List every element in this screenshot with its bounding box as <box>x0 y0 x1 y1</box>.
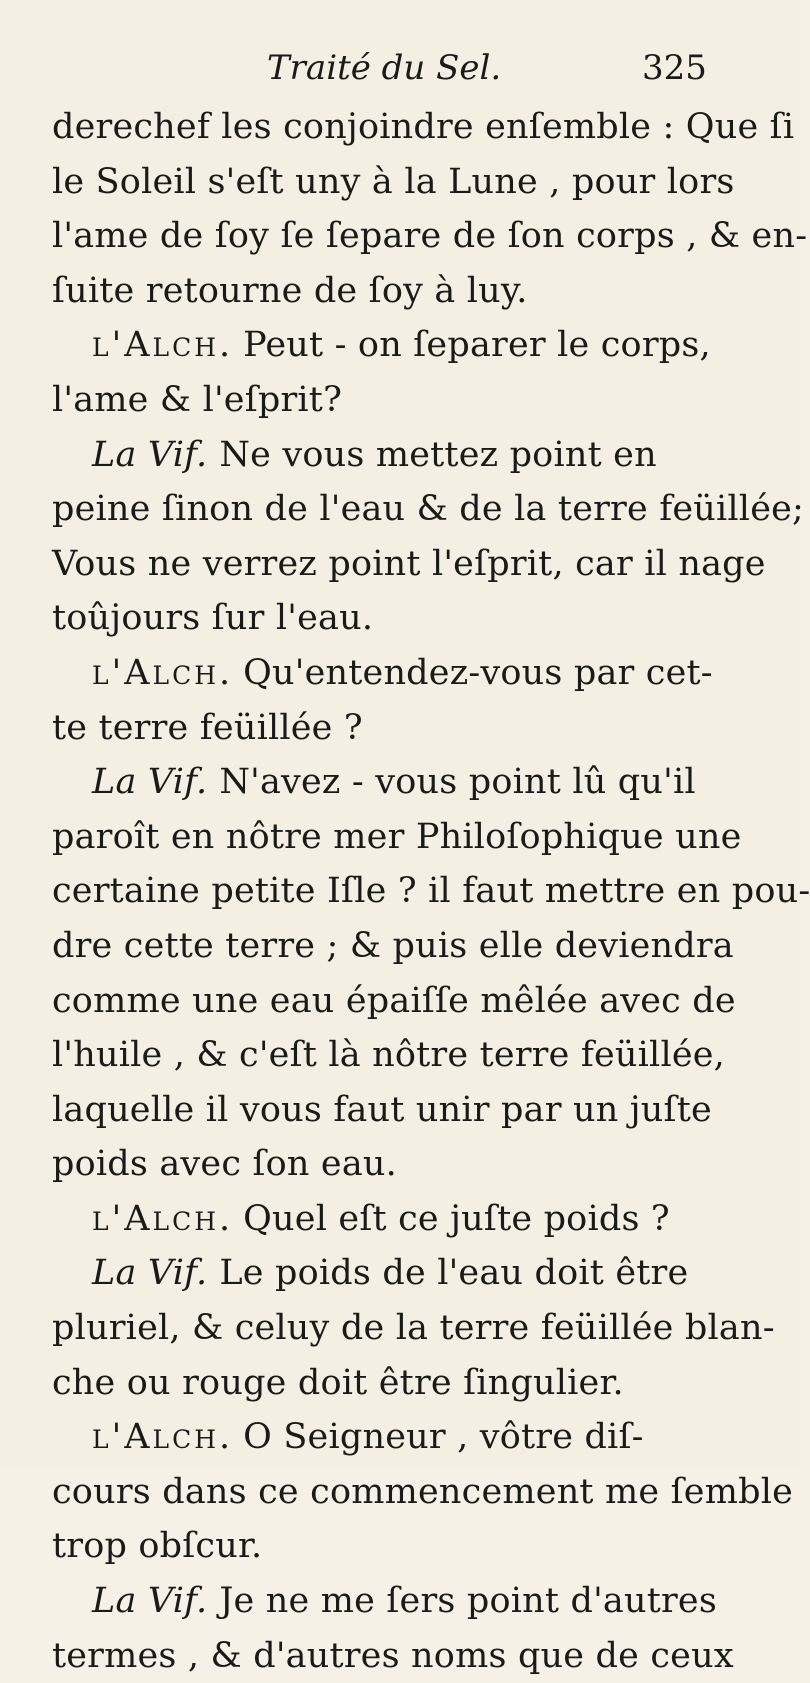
line-text: cours dans ce commencement me ſemble <box>52 1471 794 1512</box>
line-text: trop obſcur. <box>52 1526 263 1567</box>
text-line <box>52 264 748 319</box>
text-line <box>52 919 748 974</box>
line-text: pluriel, & celuy de la terre feüillée blan- <box>52 1308 775 1349</box>
text-line <box>52 701 748 756</box>
text-line <box>52 810 748 865</box>
line-text: paroît en nôtre mer Philoſophique une <box>52 816 742 857</box>
text-line <box>52 100 795 155</box>
line-text: l'ame & l'eſprit? <box>52 379 343 420</box>
line-text: comme une eau épaiſſe mêlée avec de <box>52 980 736 1021</box>
text-line <box>52 209 808 264</box>
line-text: Vous ne verrez point l'eſprit, car il nage <box>52 543 766 584</box>
line-text: termes , & d'autres noms que de ceux <box>52 1635 734 1676</box>
line-text: Qu'entendez-vous par cet- <box>243 652 713 693</box>
speaker-label: l'Alch. <box>92 325 234 366</box>
speaker-label: l'Alch. <box>92 652 234 693</box>
line-text: O Seigneur , vôtre diſ- <box>243 1417 644 1458</box>
running-title: Traité du Sel. <box>267 48 502 88</box>
line-text: N'avez - vous point lû qu'il <box>219 762 696 803</box>
text-line <box>52 537 766 592</box>
line-text: Quel eſt ce juſte poids ? <box>243 1198 670 1239</box>
text-line <box>52 646 748 701</box>
text-line <box>52 1465 794 1520</box>
text-line <box>52 864 810 919</box>
line-text: che ou rouge doit être ſingulier. <box>52 1362 624 1403</box>
text-line <box>52 1519 748 1574</box>
text-line <box>52 1246 748 1301</box>
text-line <box>52 155 748 210</box>
running-head <box>52 48 748 100</box>
line-text: certaine petite Iſle ? il faut mettre en pou- <box>52 871 810 912</box>
text-line <box>52 428 748 483</box>
text-line <box>52 1083 748 1138</box>
line-text: Ne vous mettez point en <box>219 434 657 475</box>
text-line <box>52 1574 748 1629</box>
line-text: ſuite retourne de ſoy à luy. <box>52 270 528 311</box>
speaker-label: La Vif. <box>92 1581 208 1622</box>
text-line <box>52 1301 775 1356</box>
line-text: laquelle il vous faut unir par un juſte <box>52 1089 712 1130</box>
text-line <box>52 755 748 810</box>
text-line <box>52 1629 748 1683</box>
text-line <box>52 591 748 646</box>
line-text: derechef les conjoindre enſemble : Que ſi <box>52 107 795 147</box>
line-text: le Soleil s'eſt uny à la Lune , pour lors <box>52 161 735 202</box>
text-line <box>52 373 748 428</box>
line-text: Le poids de l'eau doit être <box>219 1253 689 1294</box>
line-text: poids avec ſon eau. <box>52 1144 397 1185</box>
line-text: toûjours ſur l'eau. <box>52 598 374 639</box>
text-line <box>52 1410 748 1465</box>
line-text: peine ſinon de l'eau & de la terre feüillée; <box>52 489 805 530</box>
text-line <box>52 1192 748 1247</box>
speaker-label: La Vif. <box>92 762 208 803</box>
speaker-label: l'Alch. <box>92 1417 234 1458</box>
text-line <box>52 1028 748 1083</box>
text-line <box>52 1356 748 1411</box>
text-line <box>52 1137 748 1192</box>
speaker-label: La Vif. <box>92 1253 208 1294</box>
line-text: te terre feüillée ? <box>52 707 363 748</box>
line-text: dre cette terre ; & puis elle deviendra <box>52 925 734 966</box>
line-text: l'ame de ſoy ſe ſepare de ſon corps , & en- <box>52 216 808 257</box>
line-text: Peut - on ſeparer le corps, <box>243 325 711 366</box>
speaker-label: La Vif. <box>92 434 208 475</box>
text-body <box>52 100 810 1683</box>
line-text: l'huile , & c'eſt là nôtre terre feüillée, <box>52 1035 725 1076</box>
text-line <box>52 482 805 537</box>
speaker-label: l'Alch. <box>92 1198 234 1239</box>
page-number: 325 <box>642 48 707 88</box>
text-line <box>52 318 748 373</box>
text-line <box>52 974 748 1029</box>
line-text: Je ne me ſers point d'autres <box>219 1581 717 1622</box>
